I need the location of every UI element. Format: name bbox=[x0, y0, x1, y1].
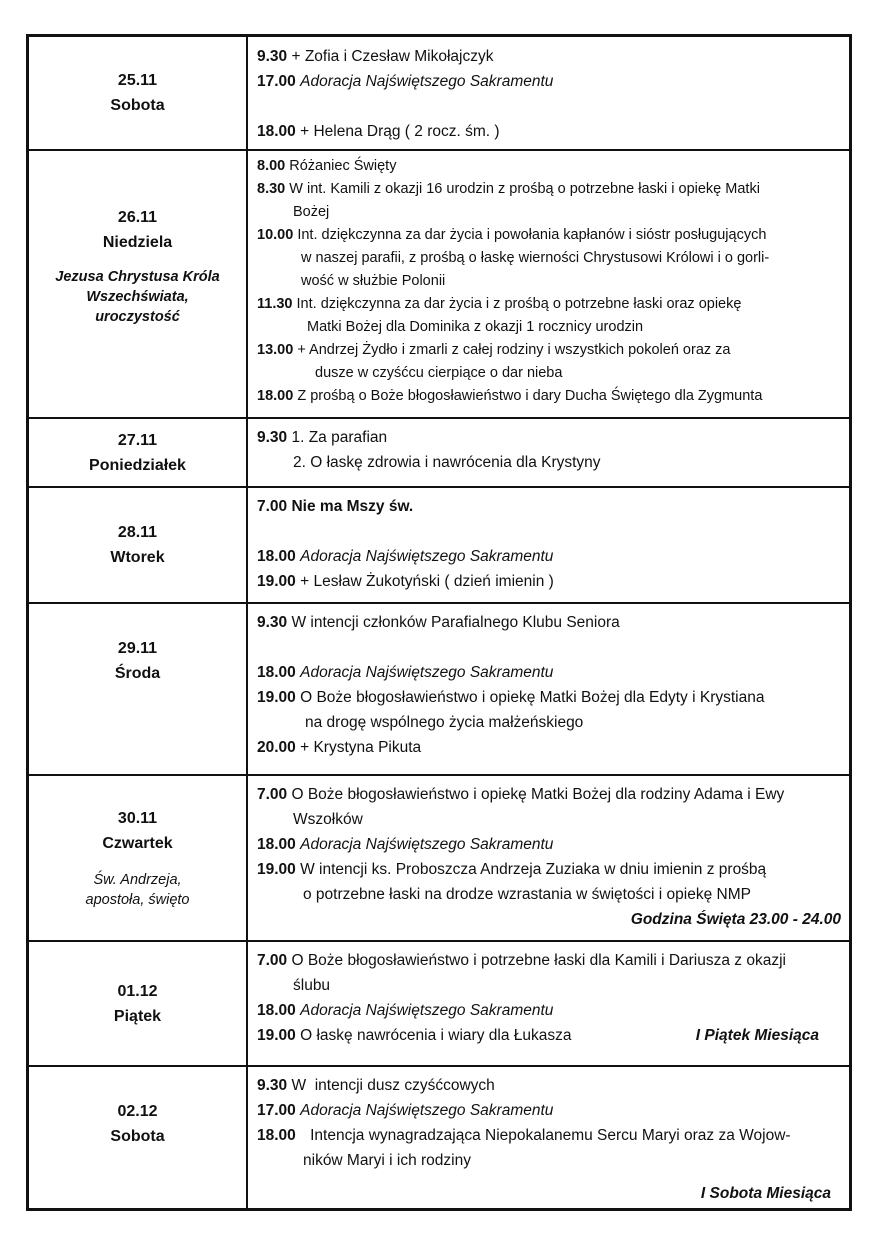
day-cell bbox=[29, 1067, 248, 1208]
mass-time: 9.30 bbox=[257, 429, 288, 446]
mass-time: 9.30 bbox=[257, 48, 288, 65]
mass-intention-cont: Matki Bożej dla Dominika z okazji 1 rocznicy urodzin bbox=[307, 319, 644, 335]
mass-intention: O Boże błogosławieństwo i potrzebne łaski dla Kamili i Dariusza z okazji bbox=[291, 952, 786, 969]
day-cell bbox=[29, 604, 248, 774]
mass-intention: + Krystyna Pikuta bbox=[300, 739, 422, 756]
mass-intention: Int. dziękczynna za dar życia i powołania kapłanów i sióstr posługujących bbox=[297, 227, 767, 243]
mass-entry bbox=[257, 1123, 841, 1173]
mass-time: 19.00 bbox=[257, 573, 296, 590]
mass-intention: O Boże błogosławieństwo i opiekę Matki Bożej dla Edyty i Krystiana bbox=[300, 689, 765, 706]
mass-time: 18.00 bbox=[257, 1002, 296, 1019]
intentions-cell bbox=[250, 419, 849, 486]
mass-time: 10.00 bbox=[257, 227, 294, 243]
mass-entry bbox=[257, 339, 841, 385]
intentions-cell bbox=[250, 604, 849, 774]
mass-intention: Z prośbą o Boże błogosławieństwo i dary Ducha Świętego dla Zygmunta bbox=[297, 388, 763, 404]
day-row bbox=[29, 940, 849, 1065]
day-cell bbox=[29, 151, 248, 417]
day-row bbox=[29, 1065, 849, 1208]
mass-time: 17.00 bbox=[257, 73, 296, 90]
day-date: 27.11 bbox=[117, 431, 158, 449]
feast-label: Jezusa Chrystusa Króla Wszechświata, uroczystość bbox=[55, 269, 220, 325]
mass-intention-cont: wość w służbie Polonii bbox=[301, 273, 446, 289]
mass-time: 18.00 bbox=[257, 388, 294, 404]
mass-intention: Różaniec Święty bbox=[289, 158, 397, 174]
mass-entry bbox=[257, 685, 841, 735]
mass-intention-cont: 2. O łaskę zdrowia i nawrócenia dla Krystyny bbox=[293, 454, 601, 471]
mass-intention-cont: na drogę wspólnego życia małżeńskiego bbox=[305, 714, 584, 731]
day-name: Piątek bbox=[113, 1007, 162, 1025]
mass-time: 9.30 bbox=[257, 1077, 288, 1094]
mass-time: 9.30 bbox=[257, 614, 288, 631]
day-name: Sobota bbox=[110, 1128, 165, 1145]
mass-entry bbox=[257, 155, 841, 178]
mass-intention: O łaskę nawrócenia i wiary dla Łukasza bbox=[300, 1027, 572, 1044]
intentions-cell bbox=[250, 151, 849, 417]
day-cell bbox=[29, 37, 248, 149]
day-cell bbox=[29, 419, 248, 486]
day-name: Wtorek bbox=[110, 549, 165, 566]
day-cell bbox=[29, 776, 248, 940]
day-name: Niedziela bbox=[102, 234, 173, 251]
mass-time: 19.00 bbox=[257, 1027, 296, 1044]
mass-entry bbox=[257, 735, 841, 760]
day-date: 28.11 bbox=[117, 524, 158, 541]
mass-schedule-table bbox=[26, 34, 852, 1211]
day-row bbox=[29, 602, 849, 774]
mass-intention: O Boże błogosławieństwo i opiekę Matki Bożej dla rodziny Adama i Ewy bbox=[291, 786, 785, 803]
day-date: 29.11 bbox=[117, 640, 158, 657]
mass-intention: + Lesław Żukotyński ( dzień imienin ) bbox=[300, 573, 554, 590]
mass-time: 19.00 bbox=[257, 861, 296, 878]
mass-intention: W intencji członków Parafialnego Klubu Seniora bbox=[291, 614, 620, 631]
mass-entry bbox=[257, 832, 841, 857]
mass-entry bbox=[257, 178, 841, 224]
mass-entry bbox=[257, 544, 841, 569]
mass-time: 7.00 bbox=[257, 786, 288, 803]
mass-entry bbox=[257, 293, 841, 339]
mass-entry bbox=[257, 948, 841, 998]
mass-intention: + Helena Drąg ( 2 rocz. śm. ) bbox=[300, 123, 500, 140]
intentions-cell bbox=[250, 37, 849, 149]
mass-entry bbox=[257, 224, 841, 293]
day-name: Środa bbox=[114, 665, 161, 682]
day-row bbox=[29, 417, 849, 486]
day-date: 30.11 bbox=[117, 810, 158, 827]
day-name: Sobota bbox=[110, 97, 165, 114]
mass-time: 11.30 bbox=[257, 296, 293, 312]
day-row bbox=[29, 486, 849, 602]
feast-label: Św. Andrzeja, apostoła, święto bbox=[85, 872, 190, 908]
mass-time: 20.00 bbox=[257, 739, 296, 756]
mass-time: 18.00 bbox=[257, 836, 296, 853]
mass-intention-cont: dusze w czyśćcu cierpiące o dar nieba bbox=[315, 365, 563, 381]
mass-time: 18.00 bbox=[257, 1127, 296, 1144]
mass-time: 17.00 bbox=[257, 1102, 296, 1119]
mass-intention: Adoracja Najświętszego Sakramentu bbox=[300, 836, 554, 853]
mass-intention: + Andrzej Żydło i zmarli z całej rodziny i wszystkich pokoleń oraz za bbox=[297, 342, 731, 358]
intentions-cell bbox=[250, 1067, 849, 1208]
day-date: 25.11 bbox=[117, 72, 158, 89]
day-row bbox=[29, 774, 849, 940]
day-row bbox=[29, 149, 849, 417]
mass-entry bbox=[257, 569, 841, 594]
special-note: I Sobota Miesiąca bbox=[700, 1185, 831, 1202]
day-cell bbox=[29, 942, 248, 1065]
mass-intention: Adoracja Najświętszego Sakramentu bbox=[300, 1102, 554, 1119]
mass-time: 7.00 bbox=[257, 498, 288, 515]
intentions-cell bbox=[250, 776, 849, 940]
intentions-cell bbox=[250, 488, 849, 602]
day-cell bbox=[29, 488, 248, 602]
day-date: 26.11 bbox=[117, 209, 158, 226]
mass-intention-cont: ślubu bbox=[293, 977, 331, 994]
mass-entry bbox=[257, 998, 841, 1023]
mass-entry bbox=[257, 610, 841, 635]
mass-intention: Adoracja Najświętszego Sakramentu bbox=[300, 1002, 554, 1019]
mass-entry bbox=[257, 1073, 841, 1098]
mass-intention-cont: Bożej bbox=[293, 204, 330, 220]
mass-intention: 1. Za parafian bbox=[291, 429, 388, 446]
mass-time: 8.00 bbox=[257, 158, 286, 174]
mass-time: 19.00 bbox=[257, 689, 296, 706]
intentions-cell bbox=[250, 942, 849, 1065]
mass-entry bbox=[257, 385, 841, 408]
day-name: Poniedziałek bbox=[89, 456, 186, 474]
mass-entry bbox=[257, 44, 841, 69]
mass-intention-cont: o potrzebne łaski na drodze wzrastania w świętości i opiekę NMP bbox=[303, 886, 751, 903]
mass-time: 7.00 bbox=[257, 952, 288, 969]
mass-entry bbox=[257, 69, 841, 94]
mass-intention: W int. Kamili z okazji 16 urodzin z prośbą o potrzebne łaski i opiekę Matki bbox=[289, 181, 760, 197]
mass-entry bbox=[257, 425, 841, 475]
mass-time: 13.00 bbox=[257, 342, 294, 358]
mass-intention: Adoracja Najświętszego Sakramentu bbox=[300, 73, 554, 90]
mass-time: 18.00 bbox=[257, 548, 296, 565]
mass-entry bbox=[257, 119, 841, 144]
mass-intention: Adoracja Najświętszego Sakramentu bbox=[300, 664, 554, 681]
mass-entry bbox=[257, 494, 841, 519]
special-note: I Piątek Miesiąca bbox=[695, 1027, 819, 1044]
mass-time: 8.30 bbox=[257, 181, 286, 197]
mass-intention: Nie ma Mszy św. bbox=[291, 498, 414, 515]
day-name: Czwartek bbox=[102, 835, 173, 852]
mass-intention: Adoracja Najświętszego Sakramentu bbox=[300, 548, 554, 565]
mass-intention-cont: w naszej parafii, z prośbą o łaskę wierności Chrystusowi Królowi i o gorli- bbox=[301, 250, 770, 266]
mass-intention: + Zofia i Czesław Mikołajczyk bbox=[291, 48, 494, 65]
mass-time: 18.00 bbox=[257, 664, 296, 681]
mass-entry bbox=[257, 1023, 841, 1048]
mass-intention: Int. dziękczynna za dar życia i z prośbą o potrzebne łaski oraz opiekę bbox=[296, 296, 742, 312]
mass-time: 18.00 bbox=[257, 123, 296, 140]
special-note: Godzina Święta 23.00 - 24.00 bbox=[630, 911, 841, 928]
mass-intention-cont: ników Maryi i ich rodziny bbox=[303, 1152, 471, 1169]
mass-intention: W intencji dusz czyśćcowych bbox=[291, 1077, 495, 1094]
mass-intention: Intencja wynagradzająca Niepokalanemu Sercu Maryi oraz za Wojow- bbox=[310, 1127, 791, 1144]
mass-entry bbox=[257, 1098, 841, 1123]
day-date: 01.12 bbox=[117, 982, 158, 1000]
mass-intention-cont: Wszołków bbox=[293, 811, 363, 828]
day-row bbox=[29, 37, 849, 149]
mass-entry bbox=[257, 660, 841, 685]
day-date: 02.12 bbox=[117, 1103, 158, 1120]
mass-intention: W intencji ks. Proboszcza Andrzeja Zuziaka w dniu imienin z prośbą bbox=[300, 861, 767, 878]
mass-entry bbox=[257, 782, 841, 832]
mass-entry bbox=[257, 857, 841, 907]
